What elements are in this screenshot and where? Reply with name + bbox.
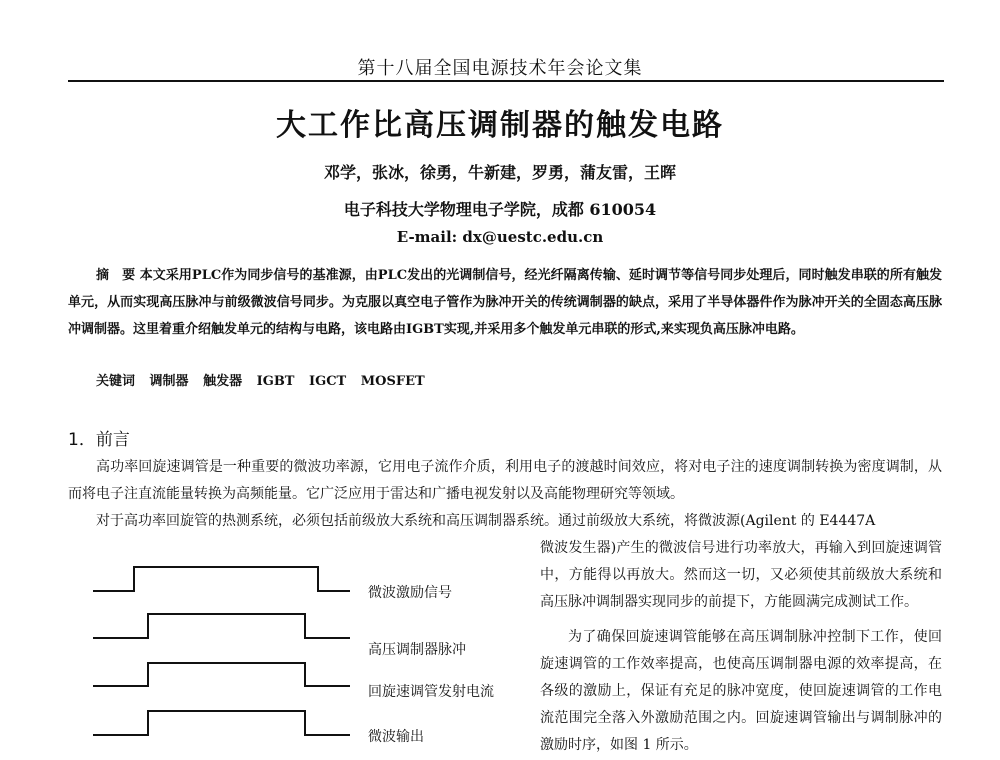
intro-paragraph-1: [68, 454, 942, 508]
affiliation: 电子科技大学物理电子学院，成都 610054: [343, 200, 657, 219]
figure-signal-label: 高压调制器脉冲: [368, 642, 466, 658]
abstract-text: 本文采用PLC作为同步信号的基准源，由PLC发出的光调制信号，经光纤隔离传输、延时调节等信号同步处理后，同时触发串联的所有触发单元，从而实现高压脉冲与前级微波信号同步。为克服以真空电子管作为脉冲开关的传统调制器的缺点，采用了半导体器件作为脉冲开关的全固态高压脉冲调制器。这里着重介绍触发单元的结构与电路，该电路由IGBT实现,并采用多个触发单元串联的形式,来实现负高压脉冲电路。: [68, 268, 942, 337]
keywords-label: 关键词: [96, 374, 136, 389]
header-rule: [68, 80, 944, 82]
intro-paragraph-1-text: 高功率回旋速调管是一种重要的微波功率源，它用电子流作介质，利用电子的渡越时间效应，将对电子注的速度调制转换为密度调制，从而将电子注直流能量转换为高频能量。它广泛应用于雷达和广播电视发射以及高能物理研究等领域。: [68, 459, 942, 502]
paper-title: 大工作比高压调制器的触发电路: [276, 108, 724, 143]
timing-diagram-svg: [68, 540, 538, 760]
waveform-gyroklystron-current: [93, 663, 350, 686]
timing-diagram: [68, 540, 538, 760]
intro-paragraph-3: [540, 624, 942, 759]
intro-paragraph-3-text: 为了确保回旋速调管能够在高压调制脉冲控制下工作，使回旋速调管的工作效率提高，也使高压调制器电源的效率提高，在各级的激励上，保证有充足的脉冲宽度，使回旋速调管的工作电流范围完全落入外激励范围之内。回旋速调管输出与调制脉冲的激励时序，如图 1 所示。: [540, 629, 942, 753]
keyword-item: IGCT: [309, 374, 347, 389]
abstract-label: 摘 要: [96, 268, 136, 283]
section-heading: 1．前言: [68, 430, 130, 450]
waveform-hv-modulator-pulse: [93, 614, 350, 638]
keyword-item: 调制器: [149, 374, 189, 389]
email-address: E-mail: dx@uestc.edu.cn: [396, 228, 604, 246]
waveform-microwave-output: [93, 711, 350, 735]
figure-signal-label: 回旋速调管发射电流: [368, 684, 494, 700]
figure-signal-label: 微波输出: [368, 729, 424, 745]
figure-signal-label: 微波激励信号: [368, 585, 452, 601]
keywords: [96, 370, 942, 389]
abstract: [68, 262, 942, 343]
keyword-item: 触发器: [203, 374, 243, 389]
running-header: 第十八届全国电源技术年会论文集: [357, 58, 643, 79]
waveform-microwave-excitation: [93, 567, 350, 591]
author-list: 邓学，张冰，徐勇，牛新建，罗勇，蒲友雷，王晖: [323, 163, 676, 182]
keyword-item: MOSFET: [360, 374, 425, 389]
intro-paragraph-2-first-line: 对于高功率回旋管的热测系统，必须包括前级放大系统和高压调制器系统。通过前级放大系统，将微波源(Agilent 的 E4447A: [96, 513, 876, 529]
intro-paragraph-2-continued: 微波发生器)产生的微波信号进行功率放大，再输入到回旋速调管中，方能得以再放大。然而这一切，又必须使其前级放大系统和高压脉冲调制器实现同步的前提下，方能圆满完成测试工作。: [540, 540, 942, 610]
keyword-item: IGBT: [256, 374, 295, 389]
right-column-text: [540, 535, 942, 759]
